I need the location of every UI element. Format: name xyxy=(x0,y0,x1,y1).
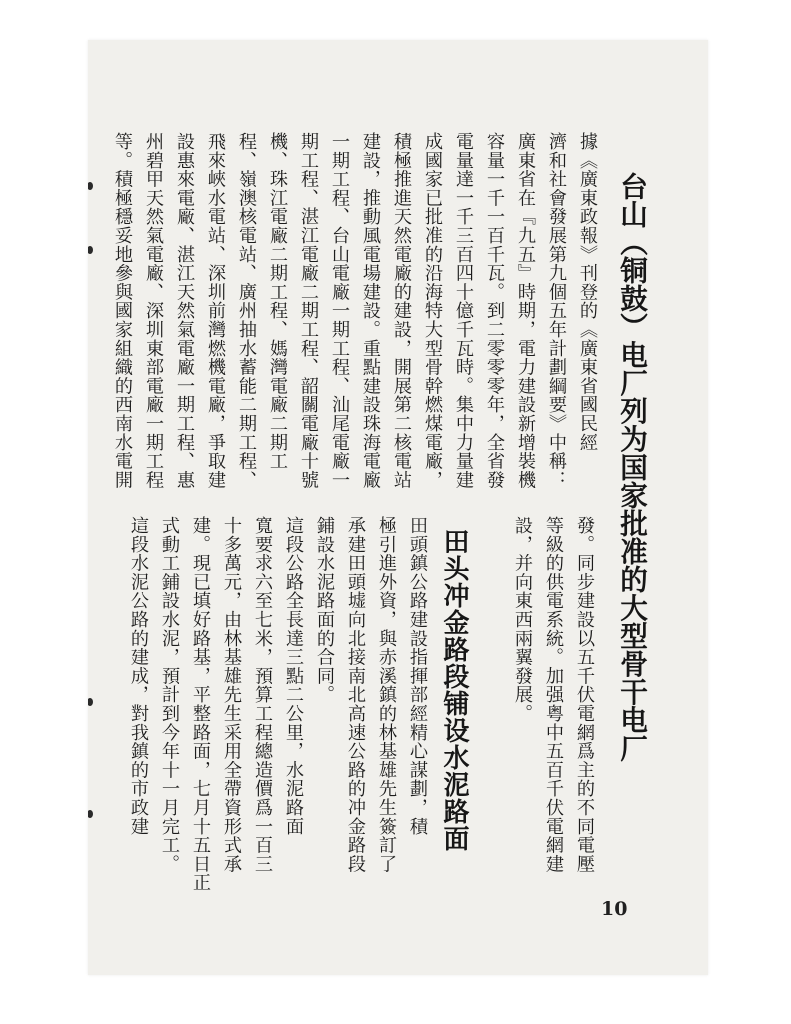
a2-col-6: 寬要求六至七米，預算工程總造價爲一百三 xyxy=(252,516,273,874)
cont-col-2: 等級的供電系統。加强粤中五百千伏電網建 xyxy=(543,516,564,874)
a2-col-5: 這段公路全長達三點二公里，水泥路面 xyxy=(283,516,304,836)
binding-hole-mark xyxy=(88,698,93,706)
article1-body xyxy=(113,132,603,507)
a1-col-11: 機、珠江電廠二期工程、媽灣電廠二期工 xyxy=(267,132,288,471)
a1-col-8: 建設，推動風電場建設。重點建設珠海電廠 xyxy=(360,132,381,490)
a1-col-14: 設惠來電廠、湛江天然氣電廠一期工程、惠 xyxy=(174,132,195,490)
a2-col-8: 建。現已填好路基，平整路面，七月十五日正 xyxy=(190,516,211,892)
a1-col-15: 州碧甲天然氣電廠、深圳東部電廠一期工程 xyxy=(143,132,164,490)
a2-col-1: 田頭鎮公路建設指揮部經精心謀劃，積 xyxy=(407,516,428,836)
a2-col-10: 這段水泥公路的建成，對我鎮的市政建 xyxy=(128,516,149,836)
binding-hole-mark xyxy=(88,246,93,254)
a1-col-9: 一期工程、台山電廠一期工程、汕尾電廠一 xyxy=(329,132,350,490)
a2-col-4: 鋪設水泥路面的合同。 xyxy=(314,516,335,704)
a1-col-5: 電量達一千三百四十億千瓦時。集中力量建 xyxy=(453,132,474,490)
a1-col-16: 等。積極穩妥地參與國家組織的西南水電開 xyxy=(112,132,133,490)
a2-col-2: 極引進外資，與赤溪鎮的林基雄先生簽訂了 xyxy=(376,516,397,874)
cont-col-1: 發。同步建設以五千伏電網爲主的不同電壓 xyxy=(574,516,595,874)
a2-col-7: 十多萬元，由林基雄先生采用全帶資形式承 xyxy=(221,516,242,874)
headline-road-paving: 田头冲金路段铺设水泥路面 xyxy=(439,528,469,852)
a2-col-9: 式動工鋪設水泥，預計到今年十一月完工。 xyxy=(159,516,180,874)
document-page xyxy=(88,40,708,975)
a1-col-6: 成國家已批准的沿海特大型骨幹燃煤電廠， xyxy=(422,132,443,490)
binding-hole-mark xyxy=(88,182,93,190)
a1-col-3: 廣東省在『九五』時期，電力建設新增裝機 xyxy=(515,132,536,490)
a1-col-10: 期工程、湛江電廠二期工程、韶關電廠十號 xyxy=(298,132,319,490)
a1-col-12: 程、嶺澳核電站、廣州抽水蓄能二期工程、 xyxy=(236,132,257,490)
a2-col-3: 承建田頭墟向北接南北高速公路的冲金路段 xyxy=(345,516,366,874)
binding-hole-mark xyxy=(88,810,93,818)
a1-col-7: 積極推進天然電廠的建設，開展第二核電站 xyxy=(391,132,412,490)
a1-col-13: 飛來峽水電站、深圳前灣燃機電廠，爭取建 xyxy=(205,132,226,490)
headline-power-plant: 台山（铜鼓）电厂列为国家批准的大型骨干电厂 xyxy=(615,172,648,763)
a1-col-4: 容量一千一百千瓦。到二零零零年，全省發 xyxy=(484,132,505,490)
article1-continuation xyxy=(490,516,600,896)
a1-col-1: 據《廣東政報》刊登的《廣東省國民經 xyxy=(577,132,598,452)
cont-col-3: 設，并向東西兩翼發展。 xyxy=(512,516,533,723)
a1-col-2: 濟和社會發展第九個五年計劃綱要》中稱： xyxy=(546,132,567,490)
page-number: 10 xyxy=(601,898,628,920)
article2-body xyxy=(113,516,433,896)
